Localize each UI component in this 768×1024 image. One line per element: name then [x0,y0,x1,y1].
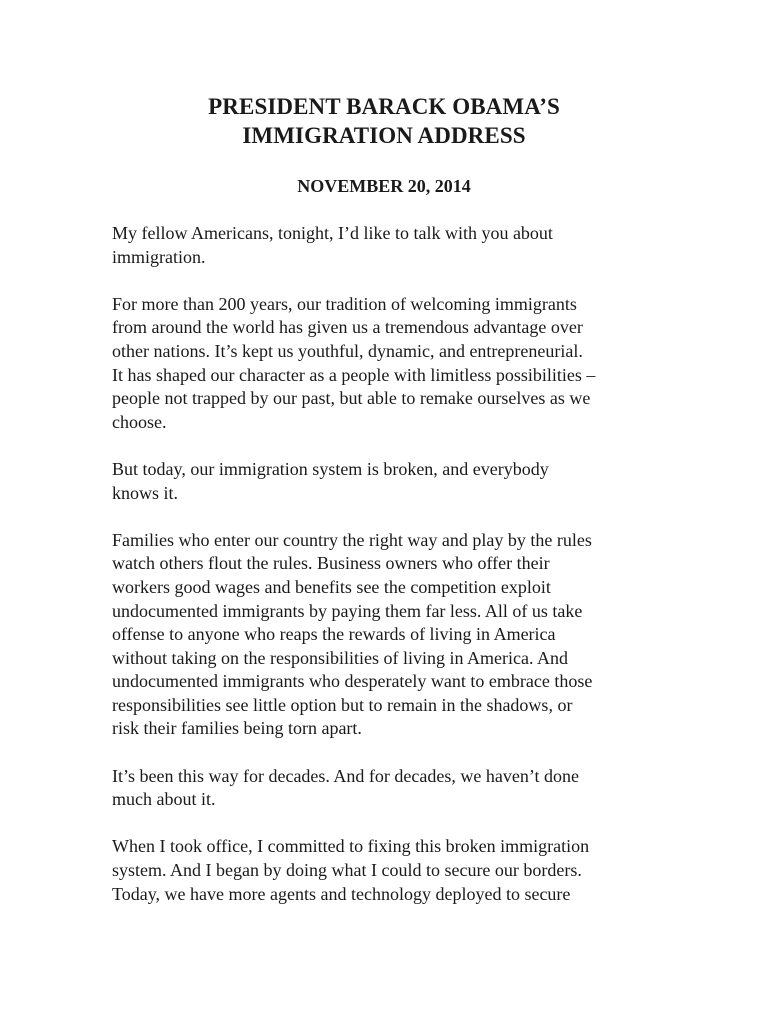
paragraph: For more than 200 years, our tradition of welcoming immigrants from around the world has given us a tremendous advantage over other nations. It’s kept us youthful, dynamic, and entrepreneurial. It has shaped our character as a people with limitless possibilities – people not trapped by our past, but able to remake ourselves as we choose. [112,293,596,432]
title-line-1: PRESIDENT BARACK OBAMA’S [208,94,560,119]
paragraph: My fellow Americans, tonight, I’d like to talk with you about immigration. [112,223,553,267]
paragraph: It’s been this way for decades. And for decades, we haven’t done much about it. [112,765,580,810]
title-line-2: IMMIGRATION ADDRESS [242,123,526,148]
paragraph: But today, our immigration system is broken, and everybody knows it. [112,458,549,503]
paragraph: When I took office, I committed to fixing this broken immigration system. And I began by doing what I could to secure our borders. Today, we have more agents and technology deployed to secure [112,836,590,904]
document-title [0,92,768,150]
document-date: NOVEMBER 20, 2014 [297,176,471,196]
document-body [112,222,672,930]
paragraph: Families who enter our country the right way and play by the rules watch others flout the rules. Business owners who offer their workers good wages and benefits see the competition exploit undocumented immigrants by paying them far less. All of us take offense to anyone who reaps the rewards of living in America without taking on the responsibilities of living in America. And undocumented immigrants who desperately want to embrace those responsibilities see little option but to remain in the shadows, or risk their families being torn apart. [112,529,593,739]
